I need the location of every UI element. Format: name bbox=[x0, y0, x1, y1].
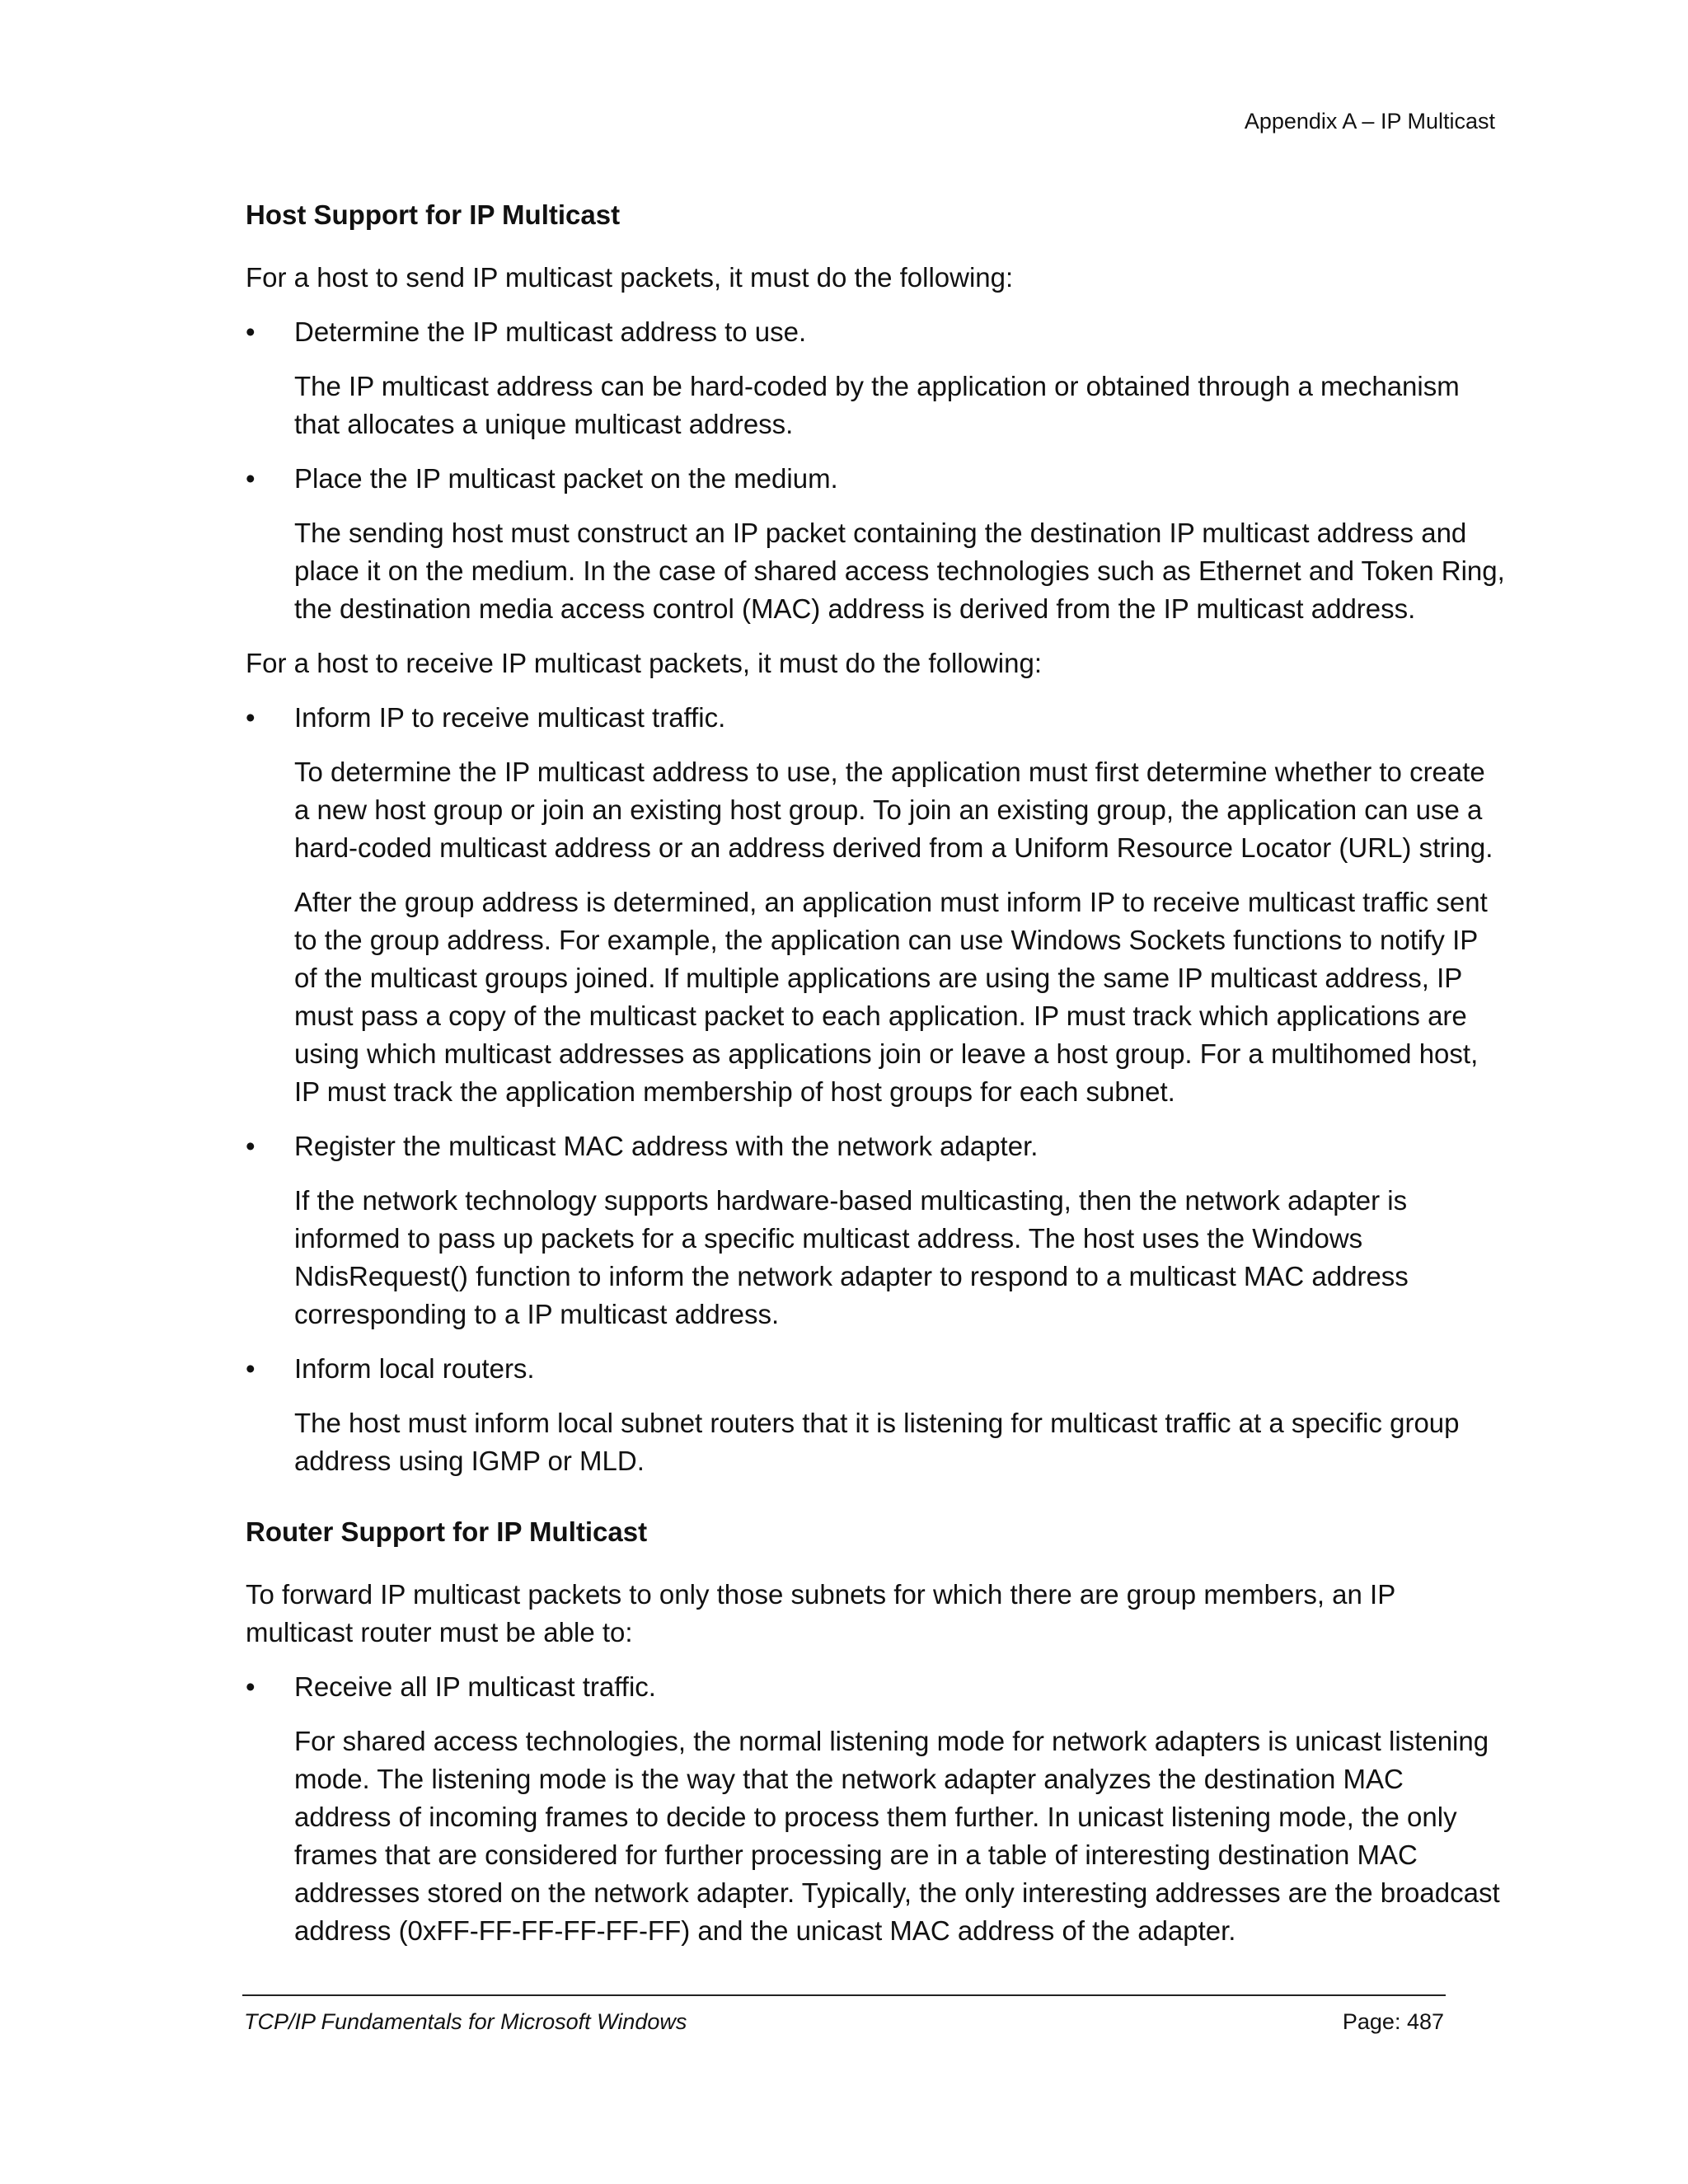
list-item-detail: The sending host must construct an IP packet containing the destination IP multicast address and place it on the medium. In the case of shared access technologies such as Ethernet and Token Ring, the destination media access control (MAC) address is derived from the IP multicast address. bbox=[294, 518, 1505, 624]
receive-intro: For a host to receive IP multicast packets, it must do the following: bbox=[246, 648, 1042, 678]
list-item-text: Determine the IP multicast address to use. bbox=[294, 316, 807, 347]
list-item-detail: The host must inform local subnet routers that it is listening for multicast traffic at a specific group address using IGMP or MLD. bbox=[294, 1408, 1460, 1476]
list-item bbox=[246, 699, 1507, 737]
page-body bbox=[246, 196, 1507, 1966]
section-heading-router-support: Router Support for IP Multicast bbox=[246, 1516, 648, 1547]
list-item-detail: For shared access technologies, the normal listening mode for network adapters is unicast listening mode. The listening mode is the way that the network adapter analyzes the destination MAC address of incoming frames to decide to process them further. In unicast listening mode, the only frames that are considered for further processing are in a table of interesting destination MAC addresses stored on the network adapter. Typically, the only interesting addresses are the broadcast address (0xFF-FF-FF-FF-FF-FF) and the unicast MAC address of the adapter. bbox=[294, 1726, 1500, 1946]
list-item-detail: After the group address is determined, an application must inform IP to receive multicast traffic sent to the group address. For example, the application can use Windows Sockets functions to notify IP of the multicast groups joined. If multiple applications are using the same IP multicast address, IP must pass a copy of the multicast packet to each application. IP must track which applications are using which multicast addresses as applications join or leave a host group. For a multihomed host, IP must track the application membership of host groups for each subnet. bbox=[294, 887, 1488, 1107]
list-item-text: Place the IP multicast packet on the medium. bbox=[294, 463, 838, 494]
list-item bbox=[246, 1668, 1507, 1706]
running-header: Appendix A – IP Multicast bbox=[1244, 109, 1495, 134]
list-item-detail: If the network technology supports hardware-based multicasting, then the network adapter is informed to pass up packets for a specific multicast address. The host uses the Windows NdisRequest() function to inform the network adapter to respond to a multicast MAC address corresponding to a IP multicast address. bbox=[294, 1185, 1409, 1329]
send-intro: For a host to send IP multicast packets, it must do the following: bbox=[246, 262, 1014, 293]
list-item-text: Inform local routers. bbox=[294, 1353, 535, 1384]
footer-book-title: TCP/IP Fundamentals for Microsoft Windows bbox=[244, 2009, 687, 2034]
bullet-icon: • bbox=[246, 1671, 256, 1702]
list-item bbox=[246, 1127, 1507, 1165]
list-item bbox=[246, 460, 1507, 498]
list-item-detail: The IP multicast address can be hard-coded by the application or obtained through a mechanism that allocates a unique multicast address. bbox=[294, 371, 1460, 439]
bullet-icon: • bbox=[246, 1131, 256, 1161]
bullet-icon: • bbox=[246, 463, 256, 494]
list-item bbox=[246, 1350, 1507, 1388]
section-heading-host-support: Host Support for IP Multicast bbox=[246, 199, 621, 230]
bullet-icon: • bbox=[246, 316, 256, 347]
footer-divider bbox=[242, 1994, 1446, 1996]
list-item-text: Receive all IP multicast traffic. bbox=[294, 1671, 656, 1702]
list-item bbox=[246, 313, 1507, 351]
bullet-icon: • bbox=[246, 1353, 256, 1384]
list-item-text: Inform IP to receive multicast traffic. bbox=[294, 702, 726, 733]
router-intro: To forward IP multicast packets to only those subnets for which there are group members, an IP multicast router must be able to: bbox=[246, 1579, 1395, 1647]
list-item-text: Register the multicast MAC address with the network adapter. bbox=[294, 1131, 1039, 1161]
footer-page-number: Page: 487 bbox=[1342, 2009, 1444, 2034]
list-item-detail: To determine the IP multicast address to use, the application must first determine whether to create a new host group or join an existing host group. To join an existing group, the application can use a hard-coded multicast address or an address derived from a Uniform Resource Locator (URL) string. bbox=[294, 757, 1493, 863]
bullet-icon: • bbox=[246, 702, 256, 733]
